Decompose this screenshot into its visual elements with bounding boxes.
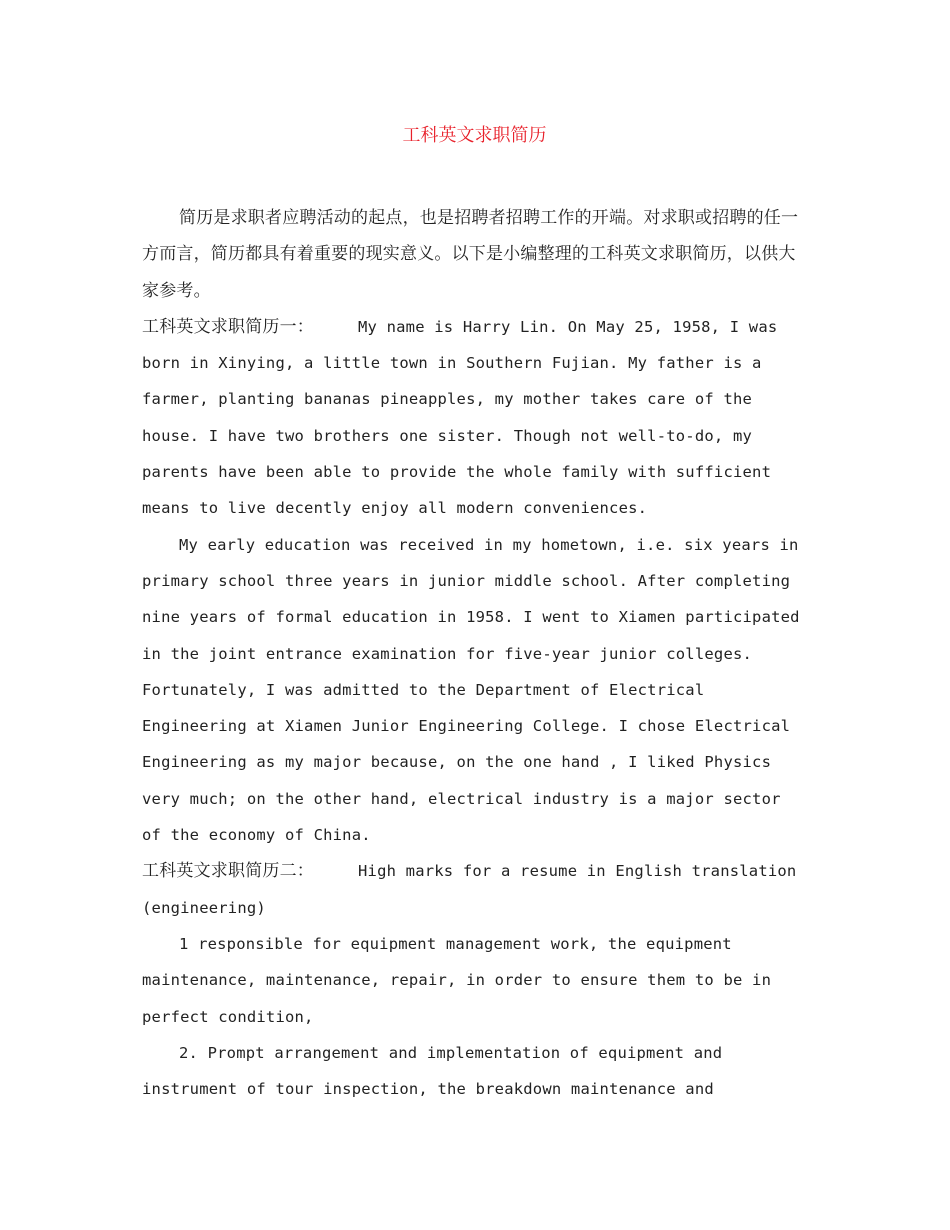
resume1-para1-text: My name is Harry Lin. On May 25, 1958, I was born in Xinying, a little town in Southern Fujian. My father is a farmer, planting bananas pineapples, my mother takes care of the house. I have two brothers one sister. Though not well-to-do, my parents have been able to provide the whole family with sufficient means to live decently enjoy all modern conveniences. [142, 317, 778, 518]
intro-paragraph: 简历是求职者应聘活动的起点，也是招聘者招聘工作的开端。对求职或招聘的任一方而言，简历都具有着重要的现实意义。以下是小编整理的工科英文求职简历，以供大家参考。 [142, 208, 799, 301]
document-body [142, 118, 807, 1107]
resume1-paragraph-1 [142, 309, 807, 527]
resume2-paragraph-1 [142, 853, 807, 926]
resume1-heading: 工科英文求职简历一： [142, 316, 314, 337]
resume2-item-1: 1 responsible for equipment management work, the equipment maintenance, maintenance, repair, in order to ensure them to be in perfect condition, [142, 934, 772, 1026]
resume1-paragraph-2: My early education was received in my hometown, i.e. six years in primary school three years in junior middle school. After completing nine years of formal education in 1958. I went to Xiamen participated in the joint entrance examination for five-year junior colleges. Fortunately, I was admitted to the Department of Electrical Engineering at Xiamen Junior Engineering College. I chose Electrical Engineering as my major because, on the one hand , I liked Physics very much; on the other hand, electrical industry is a major sector of the economy of China. [142, 535, 800, 845]
resume2-heading: 工科英文求职简历二： [142, 861, 314, 882]
resume2-para1-text: High marks for a resume in English translation (engineering) [142, 862, 797, 917]
document-title: 工科英文求职简历 [402, 125, 547, 146]
resume2-item-2: 2. Prompt arrangement and implementation of equipment and instrument of tour inspection, the breakdown maintenance and [142, 1043, 723, 1099]
